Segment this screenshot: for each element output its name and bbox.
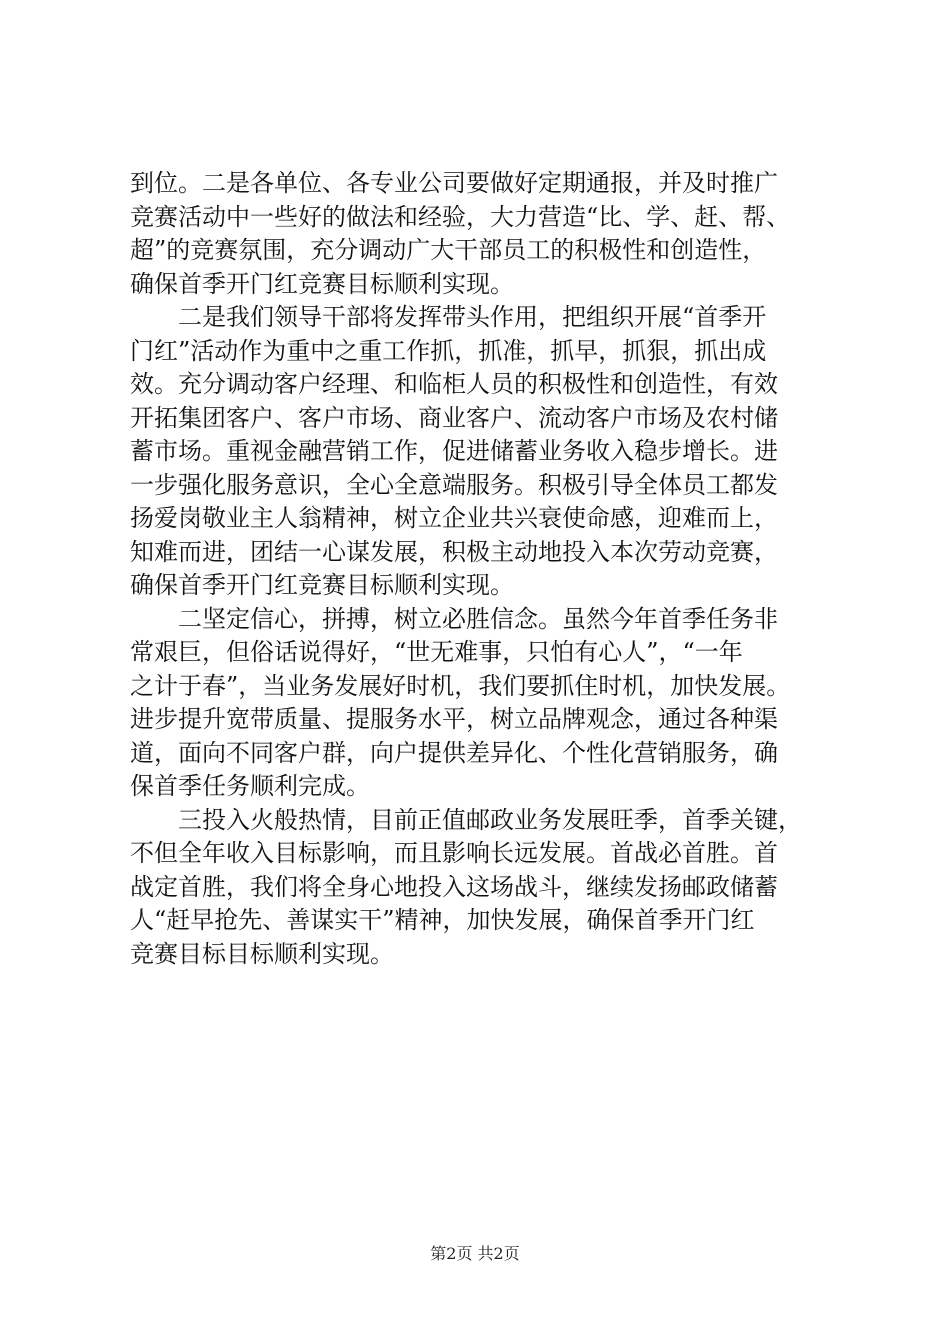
text-line: 确保首季开门红竞赛目标顺利实现。 — [130, 269, 514, 298]
text-line: 战定首胜，我们将全身心地投入这场战斗，继续发扬邮政储蓄 — [130, 872, 778, 901]
text-line: 一步强化服务意识，全心全意端服务。积极引导全体员工都发 — [130, 470, 778, 499]
text-line: 超”的竞赛氛围，充分调动广大干部员工的积极性和创造性， — [130, 236, 767, 264]
text-line: 道，面向不同客户群，向户提供差异化、个性化营销服务，确 — [130, 738, 778, 767]
paragraph-start-line: 二是我们领导干部将发挥带头作用，把组织开展“首季开 — [178, 303, 767, 331]
page-number-label: 第2页 共2页 — [430, 1244, 520, 1263]
text-line: 不但全年收入目标影响，而且影响长远发展。首战必首胜。首 — [130, 839, 778, 867]
paragraph-start-line: 三投入火般热情，目前正值邮政业务发展旺季，首季关键， — [178, 805, 802, 834]
text-line: 常艰巨，但俗话说得好，“世无难事，只怕有心人”，“一年 — [130, 638, 743, 666]
text-line: 竞赛活动中一些好的做法和经验，大力营造“比、学、赶、帮、 — [130, 202, 791, 231]
paragraph-start-line: 二坚定信心，拼搏，树立必胜信念。虽然今年首季任务非 — [178, 604, 778, 633]
text-line: 进步提升宽带质量、提服务水平，树立品牌观念，通过各种渠 — [130, 705, 778, 733]
text-line: 扬爱岗敬业主人翁精神，树立企业共兴衰使命感，迎难而上， — [130, 504, 778, 532]
text-line: 人“赶早抢先、善谋实干”精神，加快发展，确保首季开门红 — [130, 906, 755, 934]
text-line: 保首季任务顺利完成。 — [130, 772, 370, 800]
text-line: 到位。二是各单位、各专业公司要做好定期通报，并及时推广 — [130, 169, 778, 197]
text-line: 之计于春”，当业务发展好时机，我们要抓住时机，加快发展。 — [130, 671, 791, 700]
text-line: 门红”活动作为重中之重工作抓，抓准，抓早，抓狠，抓出成 — [130, 336, 767, 365]
text-line: 确保首季开门红竞赛目标顺利实现。 — [130, 571, 514, 599]
text-line: 竞赛目标目标顺利实现。 — [130, 939, 394, 968]
text-line: 知难而进，团结一心谋发展，积极主动地投入本次劳动竞赛， — [130, 537, 778, 566]
text-line: 开拓集团客户、客户市场、商业客户、流动客户市场及农村储 — [130, 403, 778, 432]
body-text — [130, 167, 830, 971]
text-line: 效。充分调动客户经理、和临柜人员的积极性和创造性，有效 — [130, 370, 778, 398]
page-footer — [0, 1242, 950, 1266]
text-line: 蓄市场。重视金融营销工作，促进储蓄业务收入稳步增长。进 — [130, 437, 778, 465]
